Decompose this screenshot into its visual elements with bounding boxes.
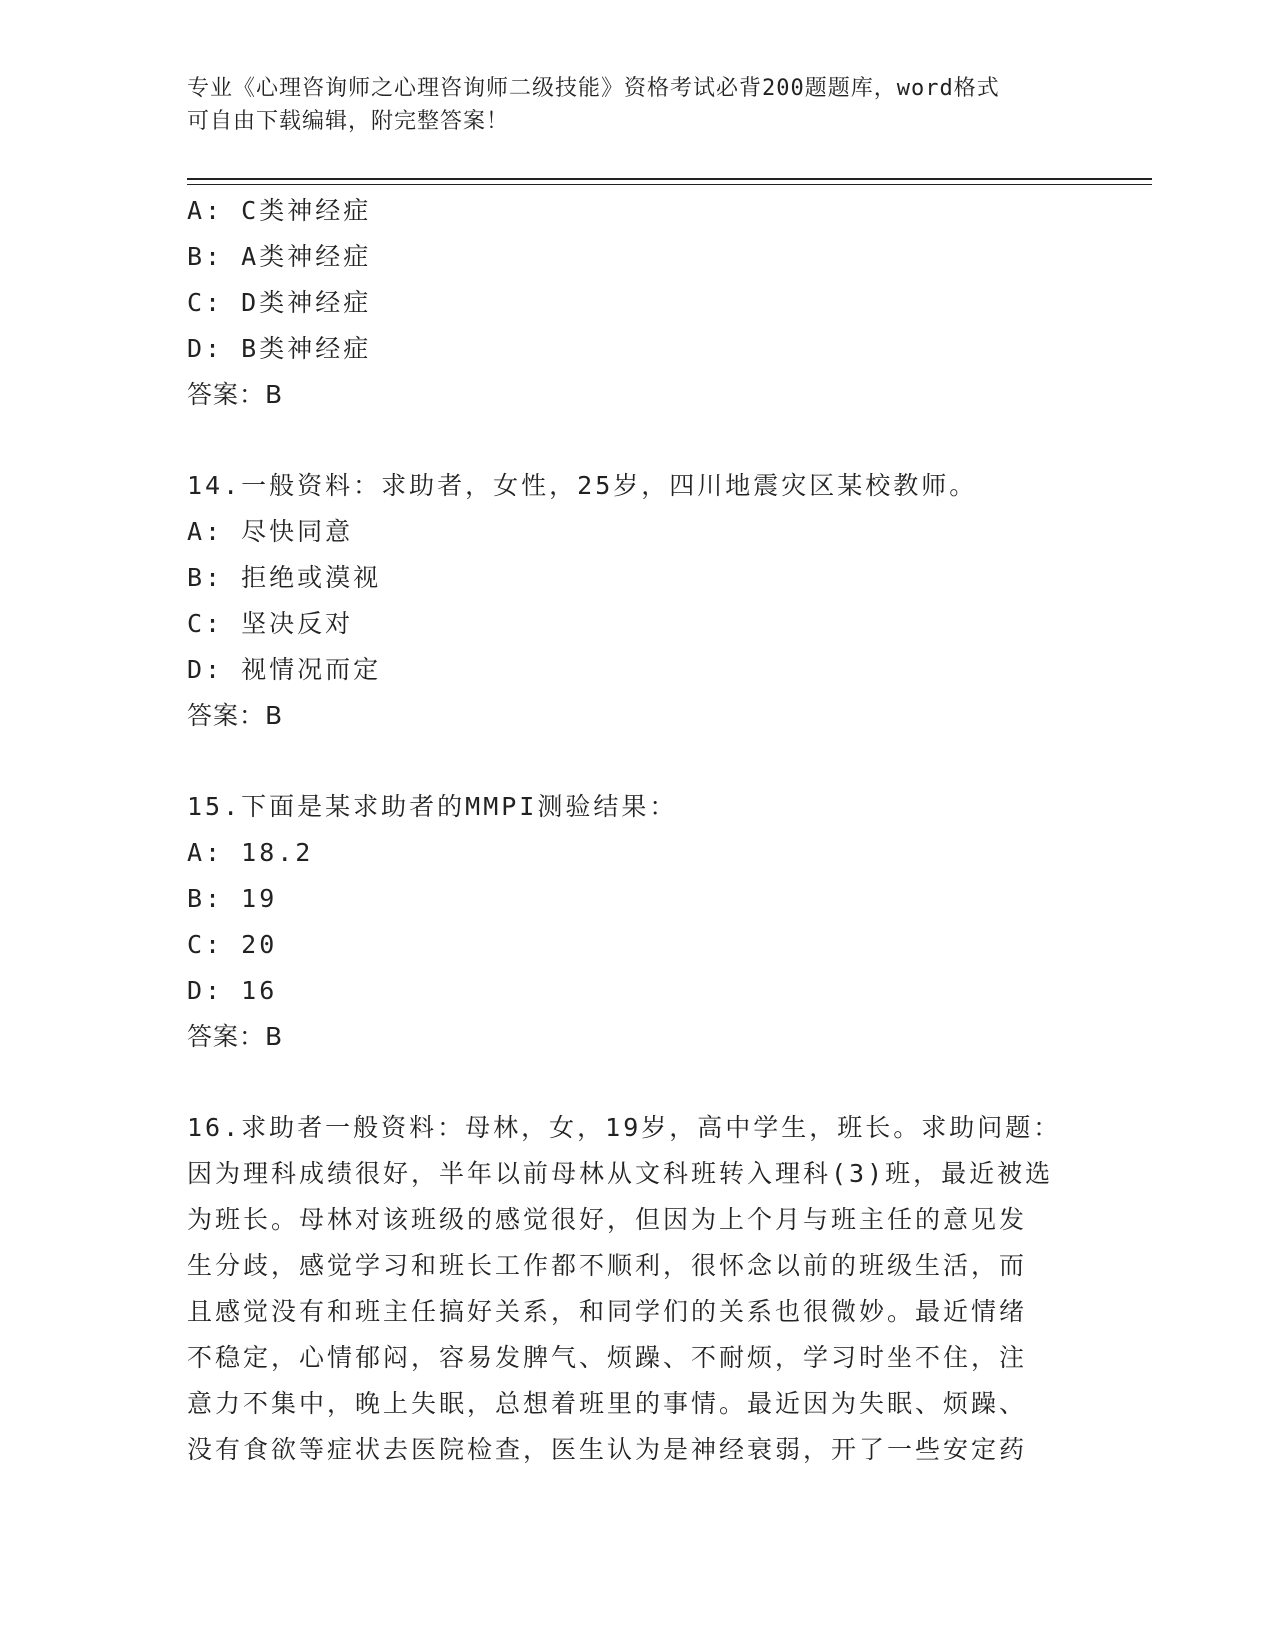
- option-d: D: 16: [187, 976, 278, 1005]
- answer: 答案：B: [187, 1022, 284, 1051]
- paragraph-line: 生分歧，感觉学习和班长工作都不顺利，很怀念以前的班级生活，而: [187, 1251, 1028, 1280]
- option-c: C: 坚决反对: [187, 609, 354, 638]
- paragraph-line: 没有食欲等症状去医院检查，医生认为是神经衰弱，开了一些安定药: [187, 1435, 1028, 1464]
- question-15: [187, 784, 1087, 1060]
- option-a: A: 18.2: [187, 838, 314, 867]
- header-line-1: 专业《心理咨询师之心理咨询师二级技能》资格考试必背200题题库，word格式: [187, 76, 1000, 101]
- paragraph-line: 16.求助者一般资料：母林，女，19岁，高中学生，班长。求助问题：: [187, 1113, 1062, 1142]
- option-b: B: 拒绝或漠视: [187, 563, 382, 592]
- paragraph-line: 不稳定，心情郁闷，容易发脾气、烦躁、不耐烦，学习时坐不住，注: [187, 1343, 1028, 1372]
- answer: 答案：B: [187, 701, 284, 730]
- question-13: [187, 188, 1087, 418]
- document-header: [187, 72, 1067, 138]
- option-b: B: 19: [187, 884, 278, 913]
- option-d: D: B类神经症: [187, 334, 372, 363]
- paragraph-line: 为班长。母林对该班级的感觉很好，但因为上个月与班主任的意见发: [187, 1205, 1028, 1234]
- document-body: [187, 188, 1087, 1473]
- paragraph-line: 因为理科成绩很好，半年以前母林从文科班转入理科(3)班，最近被选: [187, 1159, 1054, 1188]
- question-16: [187, 1105, 1067, 1473]
- header-rule-thin: [187, 184, 1152, 185]
- question-14: [187, 463, 1087, 739]
- option-b: B: A类神经症: [187, 242, 372, 271]
- question-stem: 15.下面是某求助者的MMPI测验结果：: [187, 792, 678, 821]
- option-c: C: D类神经症: [187, 288, 372, 317]
- option-c: C: 20: [187, 930, 278, 959]
- question-stem: 14.一般资料：求助者，女性，25岁，四川地震灾区某校教师。: [187, 471, 978, 500]
- paragraph-line: 且感觉没有和班主任搞好关系，和同学们的关系也很微妙。最近情绪: [187, 1297, 1028, 1326]
- header-line-2: 可自由下载编辑，附完整答案！: [187, 109, 510, 134]
- header-rule-thick: [187, 178, 1152, 180]
- option-a: A: C类神经症: [187, 196, 372, 225]
- paragraph-line: 意力不集中，晚上失眠，总想着班里的事情。最近因为失眠、烦躁、: [187, 1389, 1028, 1418]
- option-a: A: 尽快同意: [187, 517, 354, 546]
- answer: 答案：B: [187, 380, 284, 409]
- option-d: D: 视情况而定: [187, 655, 382, 684]
